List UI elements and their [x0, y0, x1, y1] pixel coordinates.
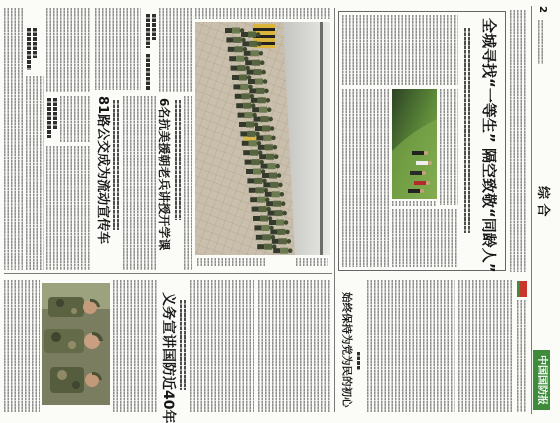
soldier-helmet	[287, 239, 292, 244]
soldier-legs	[231, 66, 238, 71]
body-text-column	[46, 146, 90, 270]
masthead-text: 中国国防报	[536, 355, 547, 405]
body-text-column	[4, 8, 24, 270]
soldier-legs	[272, 239, 279, 244]
soldier-torso	[277, 229, 285, 235]
veterans-subheadline	[175, 100, 181, 220]
photo-soldiers	[42, 283, 110, 405]
soldier-torso	[249, 140, 257, 146]
soldier-helmet	[260, 60, 265, 65]
soldier-helmet	[257, 42, 262, 47]
soldier-legs	[273, 248, 280, 253]
soldier-legs	[258, 145, 265, 150]
soldier-helmet	[273, 145, 278, 150]
soldier-legs	[238, 113, 245, 118]
soldier-torso	[269, 173, 277, 179]
soldier-torso	[238, 65, 246, 71]
soldier-torso	[232, 28, 240, 34]
soldier-torso	[279, 238, 287, 244]
feature-headline: 全城寻找“一等生” 隔空致敬“同龄人”	[480, 18, 498, 273]
photo-caption	[392, 201, 437, 206]
soldier-legs	[261, 164, 268, 169]
soldier-torso	[248, 32, 256, 38]
soldier-legs	[243, 150, 250, 155]
soldier-helmet	[274, 154, 279, 159]
soldier-torso	[280, 248, 288, 254]
soldier-legs	[245, 160, 252, 165]
lecturer-subheadline	[180, 300, 186, 390]
soldier-legs	[236, 103, 243, 108]
soldier-torso	[257, 197, 265, 203]
body-text-column	[458, 280, 514, 412]
soldier-legs	[257, 244, 264, 249]
soldier-torso	[233, 37, 241, 43]
brief-headline	[53, 98, 57, 130]
soldier-torso	[276, 220, 284, 226]
photo-caption	[197, 258, 267, 266]
soldier-helmet	[288, 248, 293, 253]
soldier-legs	[252, 107, 259, 112]
soldier-torso	[256, 187, 264, 193]
soldier-legs	[240, 131, 247, 136]
soldier-helmet	[264, 89, 269, 94]
soldier-torso	[253, 169, 261, 175]
profile-headline: 始终保持为党为民的初心	[340, 292, 353, 408]
soldier-legs	[245, 60, 252, 65]
soldier-helmet	[267, 107, 272, 112]
soldier-legs	[233, 84, 240, 89]
soldier-torso	[263, 234, 271, 240]
soldier-legs	[255, 126, 262, 131]
soldier-torso	[251, 50, 259, 56]
body-text-column	[184, 96, 192, 270]
body-text-column	[144, 96, 156, 270]
soldier-helmet	[263, 79, 268, 84]
soldier-torso	[242, 93, 250, 99]
soldier-torso	[264, 244, 272, 250]
soldier-torso	[256, 88, 264, 94]
soldier-legs	[256, 235, 263, 240]
soldier-torso	[265, 144, 273, 150]
bus-subheadline	[113, 100, 119, 230]
soldier-torso	[262, 126, 270, 132]
body-text-column	[440, 89, 458, 205]
soldier-helmet	[270, 126, 275, 131]
soldier-legs	[266, 201, 273, 206]
soldier-helmet	[284, 220, 289, 225]
soldier-legs	[239, 122, 246, 127]
soldier-legs	[232, 75, 239, 80]
soldier-torso	[252, 60, 260, 66]
body-text-column	[342, 15, 458, 85]
soldier-legs	[226, 37, 233, 42]
soldier-torso	[254, 69, 262, 75]
soldier-legs	[248, 79, 255, 84]
soldier-torso	[245, 112, 253, 118]
soldier-legs	[254, 117, 261, 122]
soldier-legs	[246, 169, 253, 174]
soldier-torso	[250, 150, 258, 156]
body-text-column	[123, 96, 142, 270]
body-text-column	[26, 76, 44, 270]
soldier-torso	[243, 103, 251, 109]
soldier-legs	[270, 229, 277, 234]
soldier-legs	[253, 216, 260, 221]
soldier-legs	[242, 141, 249, 146]
feature-subheadline	[464, 28, 470, 233]
soldier-legs	[250, 197, 257, 202]
brief-headline	[146, 14, 150, 48]
soldier-legs	[265, 192, 272, 197]
soldier-legs	[228, 47, 235, 52]
brief-headline	[33, 28, 37, 58]
page-number: 2	[537, 6, 548, 13]
veterans-headline: 6名抗美援朝老兵讲授开学课	[157, 98, 171, 251]
soldier-helmet	[271, 136, 276, 141]
soldier-torso	[270, 182, 278, 188]
soldier-torso	[259, 206, 267, 212]
section-title: 综 合	[535, 186, 550, 217]
body-text-column	[4, 280, 40, 412]
soldier-legs	[254, 225, 261, 230]
horizontal-rule	[4, 273, 332, 274]
body-text-strip	[195, 8, 330, 19]
soldier-helmet	[277, 173, 282, 178]
photo-credit	[296, 258, 328, 266]
soldier-torso	[263, 135, 271, 141]
soldier-torso	[246, 122, 254, 128]
soldier-legs	[247, 70, 254, 75]
photo-parade	[195, 22, 330, 255]
soldier-torso	[273, 201, 281, 207]
soldier-torso	[254, 178, 262, 184]
soldier-legs	[225, 28, 232, 33]
body-text-column	[342, 89, 389, 267]
body-text-column	[258, 280, 330, 412]
soldier-torso	[249, 41, 257, 47]
soldier-legs	[259, 154, 266, 159]
soldier-torso	[255, 79, 263, 85]
body-text-column	[367, 280, 455, 412]
vertical-rule	[334, 8, 335, 412]
soldier-legs	[247, 178, 254, 183]
soldier-legs	[249, 188, 256, 193]
soldier-helmet	[282, 211, 287, 216]
soldier-torso	[235, 46, 243, 52]
date-line	[538, 20, 544, 64]
body-text-column	[190, 280, 254, 412]
soldier-legs	[256, 135, 263, 140]
brief-headline	[152, 14, 156, 40]
soldier-torso	[261, 116, 269, 122]
soldier-legs	[235, 94, 242, 99]
soldier-helmet	[259, 51, 264, 56]
soldier-legs	[268, 211, 275, 216]
soldier-torso	[275, 210, 283, 216]
photo-pole	[320, 22, 323, 255]
body-text-column	[95, 8, 141, 90]
soldier-torso	[258, 97, 266, 103]
soldier-torso	[259, 107, 267, 113]
body-text-column	[60, 96, 90, 142]
soldier-torso	[261, 225, 269, 231]
byline	[357, 352, 360, 370]
soldier-helmet	[280, 192, 285, 197]
soldier-legs	[269, 220, 276, 225]
soldier-legs	[251, 98, 258, 103]
body-text-column	[159, 8, 192, 92]
soldier-helmet	[278, 183, 283, 188]
soldier-helmet	[275, 164, 280, 169]
soldier-legs	[263, 182, 270, 187]
brief-headline	[47, 98, 51, 138]
soldier-legs	[262, 173, 269, 178]
body-text-column	[517, 300, 527, 412]
soldier-legs	[242, 41, 249, 46]
masthead-logo	[533, 350, 550, 410]
soldier-legs	[249, 88, 256, 93]
brief-headline	[146, 54, 150, 90]
body-text-column	[113, 280, 158, 412]
bus-headline: 81路公交成为流动宣传车	[95, 96, 110, 245]
photo-field	[392, 89, 437, 199]
soldier-torso	[247, 131, 255, 137]
body-text-column	[46, 8, 90, 92]
column-tag	[517, 281, 527, 297]
soldier-helmet	[261, 70, 266, 75]
soldier-legs	[252, 207, 259, 212]
soldier-legs	[244, 51, 251, 56]
body-text-column	[510, 10, 527, 272]
soldier-helmet	[268, 117, 273, 122]
soldier-torso	[252, 159, 260, 165]
soldier-torso	[260, 216, 268, 222]
soldier-helmet	[256, 32, 261, 37]
soldier-torso	[239, 75, 247, 81]
header-rule	[531, 6, 532, 414]
soldier-torso	[272, 191, 280, 197]
soldier-legs	[241, 32, 248, 37]
soldier-helmet	[285, 230, 290, 235]
soldier-torso	[240, 84, 248, 90]
lecturer-headline: 义务宣讲国防近40年	[160, 292, 176, 423]
body-text-column	[392, 209, 458, 267]
soldier-helmet	[281, 201, 286, 206]
soldier-torso	[268, 163, 276, 169]
soldier-torso	[266, 154, 274, 160]
soldier-torso	[236, 56, 244, 62]
soldier-helmet	[266, 98, 271, 103]
soldier-legs	[229, 56, 236, 61]
brief-headline	[27, 28, 31, 70]
